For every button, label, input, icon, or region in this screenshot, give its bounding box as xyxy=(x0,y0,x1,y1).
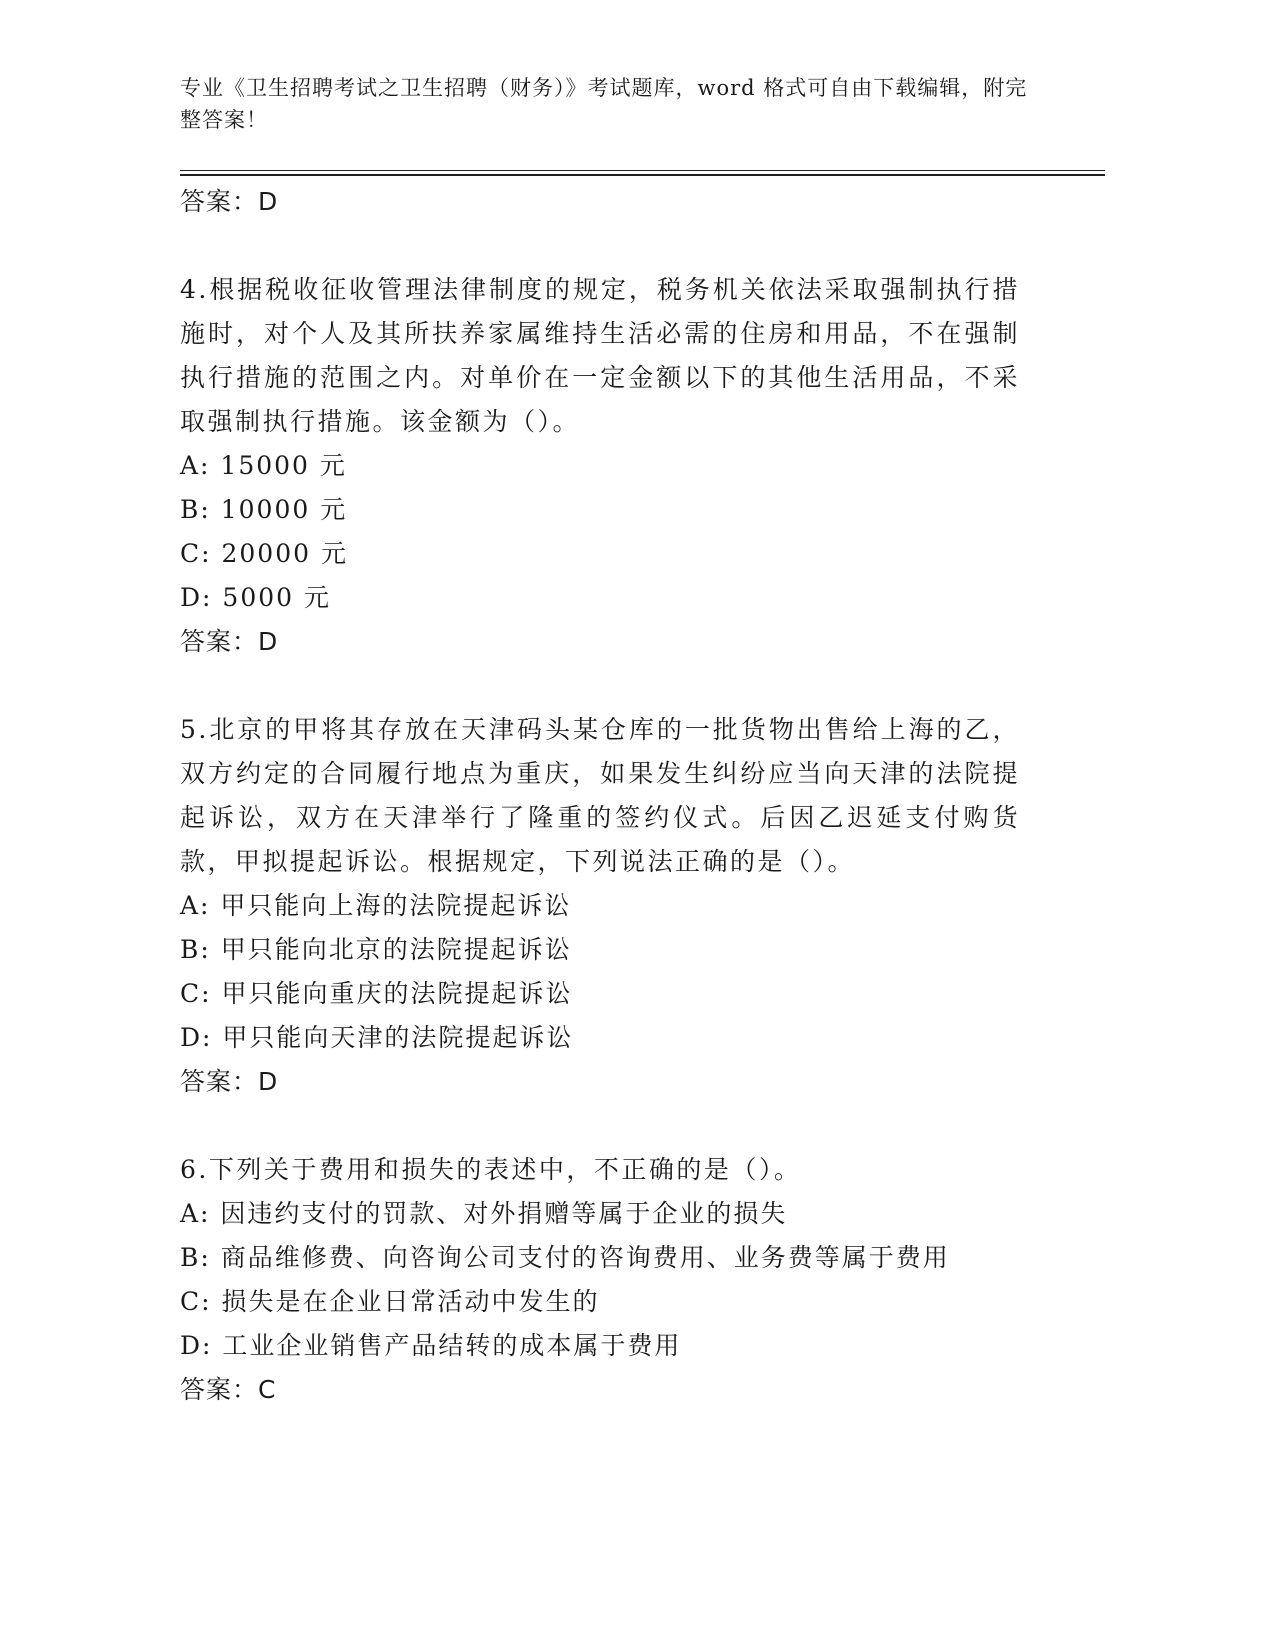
option-c: C: 20000 元 xyxy=(180,539,348,568)
option-a: A: 因违约支付的罚款、对外捐赠等属于企业的损失 xyxy=(180,1199,788,1228)
question-stem: 5.北京的甲将其存放在天津码头某仓库的一批货物出售给上海的乙，双方约定的合同履行地点为重庆，如果发生纠纷应当向天津的法院提起诉讼，双方在天津举行了隆重的签约仪式。后因乙迟延支付购货款，甲拟提起诉讼。根据规定，下列说法正确的是（）。 xyxy=(180,715,1020,876)
option-a: A: 15000 元 xyxy=(180,451,347,480)
option-d: D: 工业企业销售产品结转的成本属于费用 xyxy=(180,1331,682,1360)
question-stem: 6.下列关于费用和损失的表述中，不正确的是（）。 xyxy=(180,1155,802,1184)
answer-line: 答案：D xyxy=(180,1067,279,1096)
question-list xyxy=(180,180,1020,1412)
answer-line: 答案：D xyxy=(180,627,279,656)
option-b: B: 10000 元 xyxy=(180,495,348,524)
option-b: B: 商品维修费、向咨询公司支付的咨询费用、业务费等属于费用 xyxy=(180,1243,950,1272)
previous-answer: 答案：D xyxy=(180,187,279,216)
option-c: C: 损失是在企业日常活动中发生的 xyxy=(180,1287,600,1316)
question-block xyxy=(180,1148,1020,1412)
question-block xyxy=(180,268,1020,664)
document-header: 专业《卫生招聘考试之卫生招聘（财务）》考试题库，word 格式可自由下载编辑，附完整答案！ xyxy=(180,76,1028,132)
header-divider-thin xyxy=(180,170,1105,171)
question-block xyxy=(180,708,1020,1104)
option-a: A: 甲只能向上海的法院提起诉讼 xyxy=(180,891,572,920)
option-c: C: 甲只能向重庆的法院提起诉讼 xyxy=(180,979,573,1008)
option-b: B: 甲只能向北京的法院提起诉讼 xyxy=(180,935,572,964)
answer-line: 答案：C xyxy=(180,1375,277,1404)
option-d: D: 甲只能向天津的法院提起诉讼 xyxy=(180,1023,574,1052)
option-d: D: 5000 元 xyxy=(180,583,331,612)
question-stem: 4.根据税收征收管理法律制度的规定，税务机关依法采取强制执行措施时，对个人及其所扶养家属维持生活必需的住房和用品，不在强制执行措施的范围之内。对单价在一定金额以下的其他生活用品，不采取强制执行措施。该金额为（）。 xyxy=(180,275,1020,436)
header-divider-thick xyxy=(180,174,1105,176)
